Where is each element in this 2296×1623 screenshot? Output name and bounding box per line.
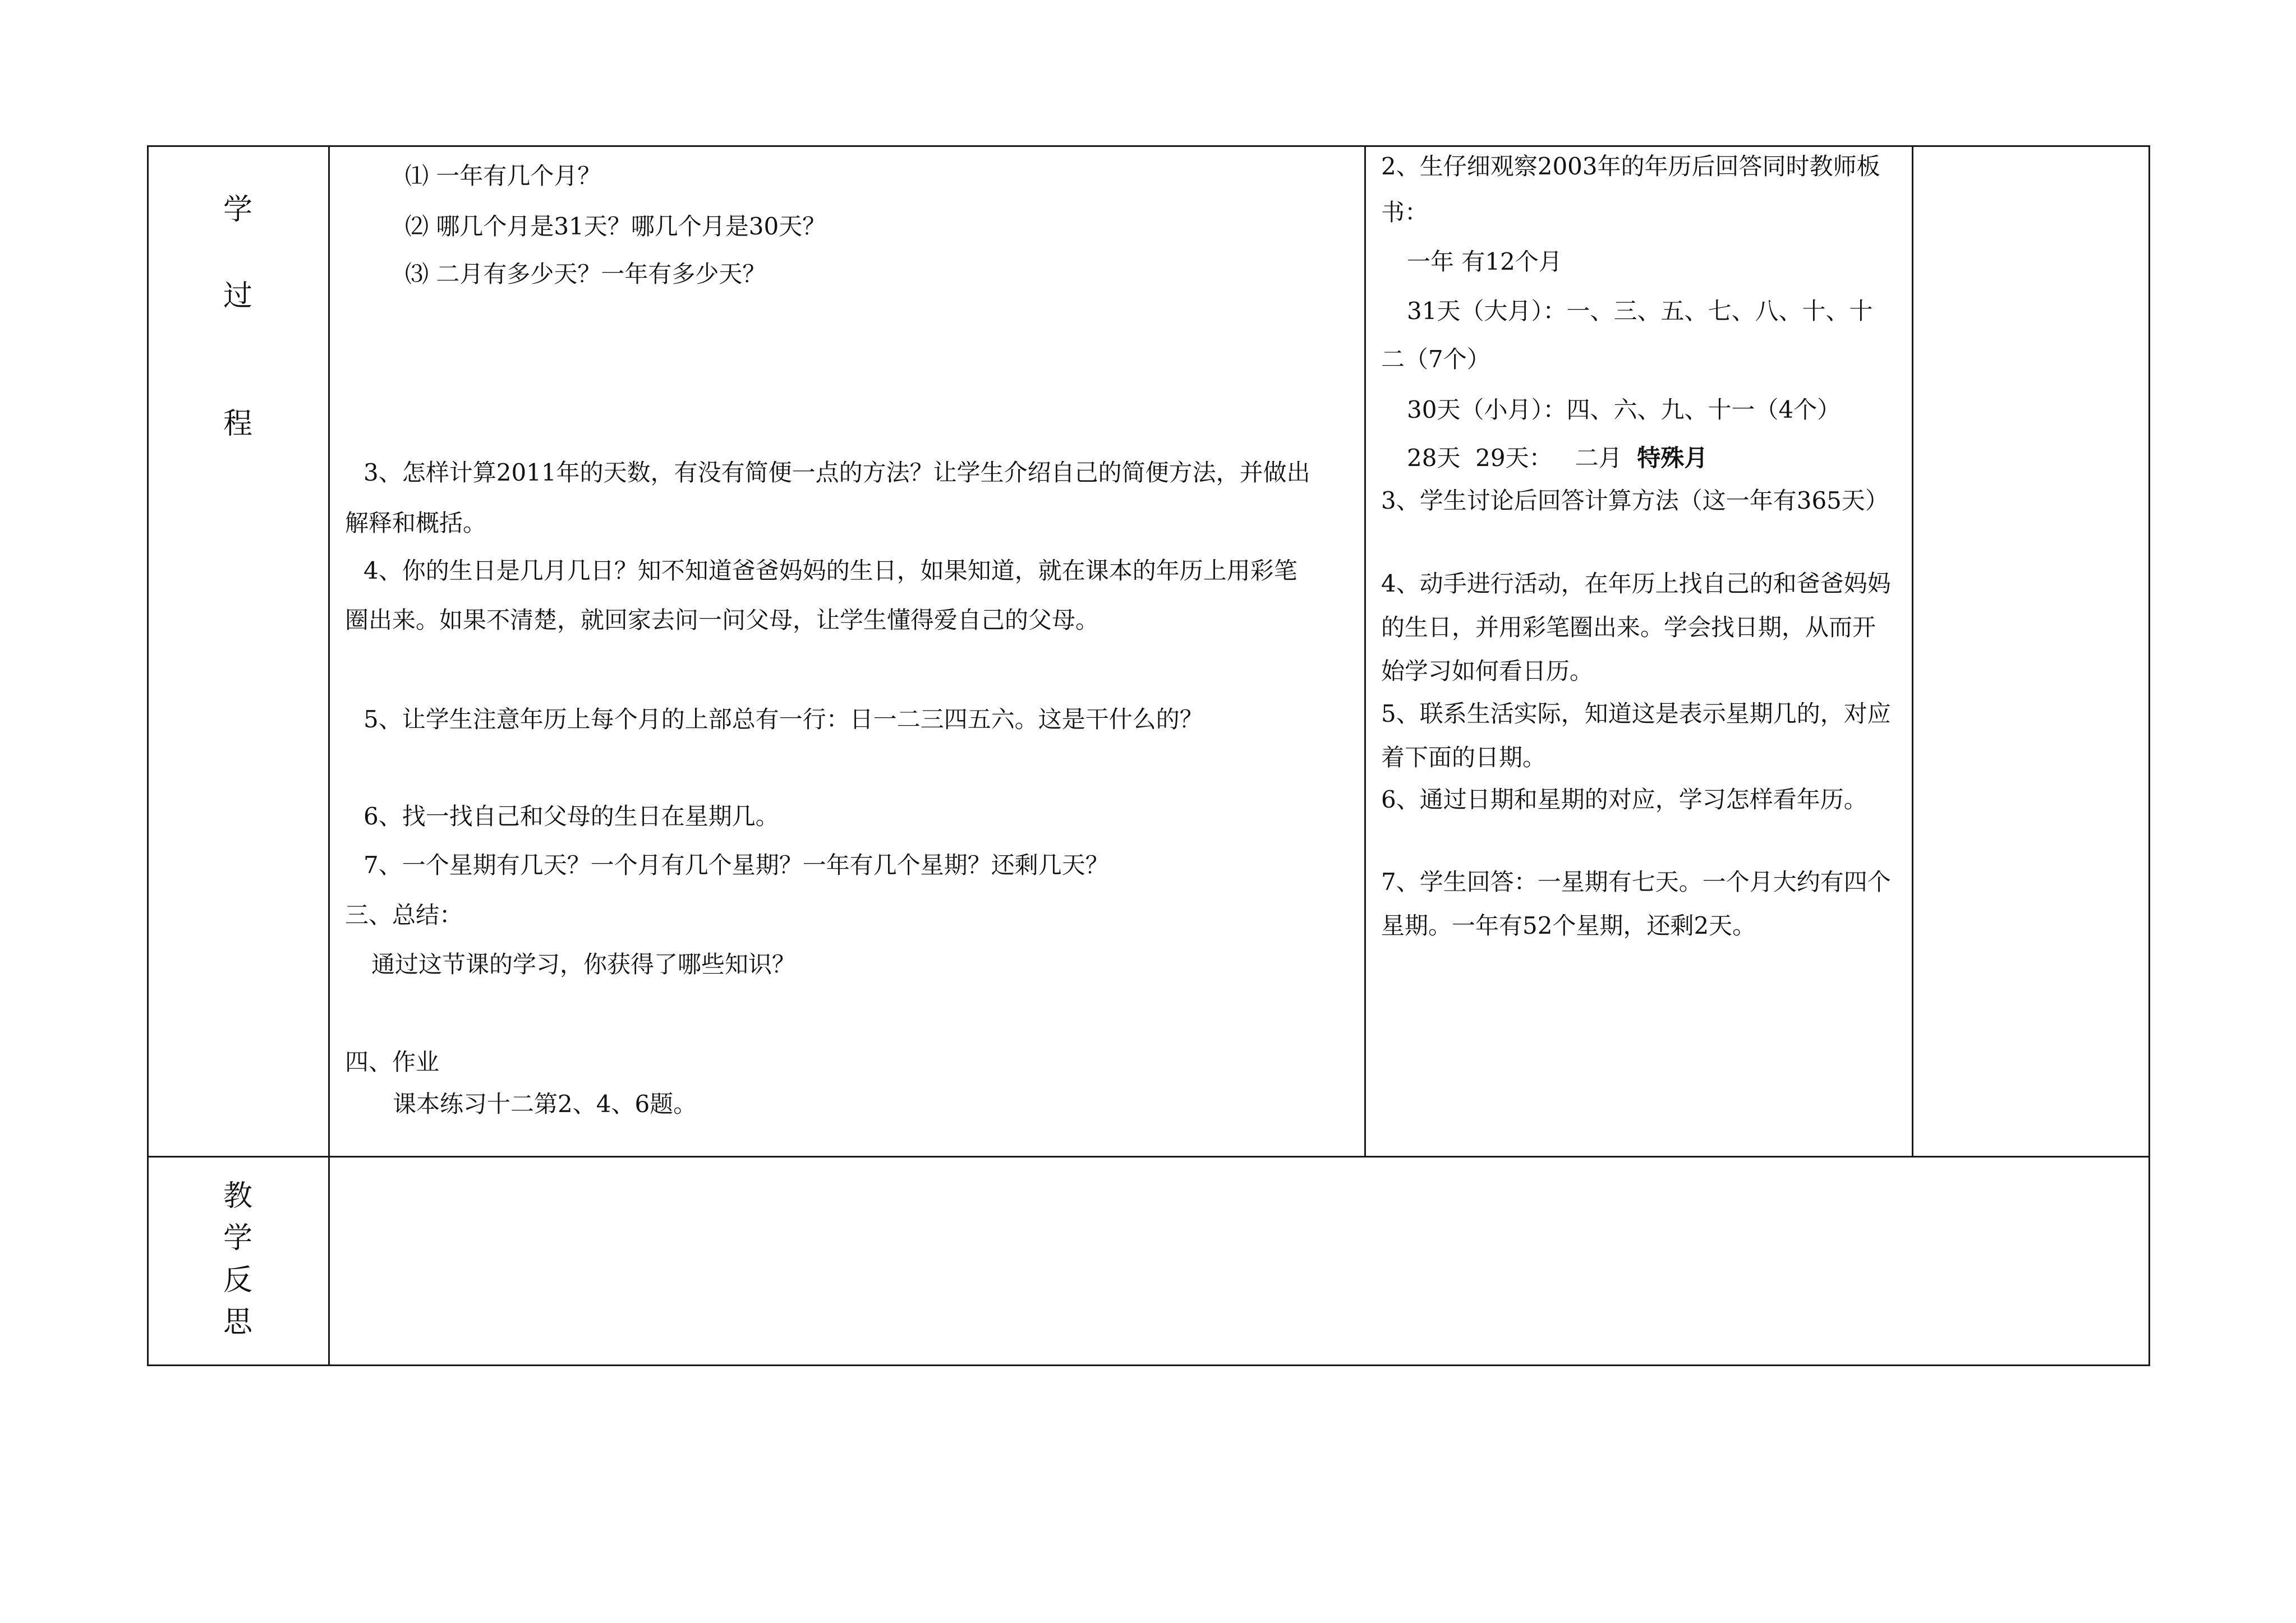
student-5-line-1: 5、联系生活实际，知道这是表示星期几的，对应 (1381, 700, 1891, 727)
student-2-line-1: 2、生仔细观察2003年的年历后回答同时教师板 (1381, 153, 1880, 180)
reflection-label-char-4: 思 (223, 1306, 252, 1339)
step-7: 7、一个星期有几天？一个月有几个星期？一年有几个星期？还剩几天？ (364, 851, 1109, 879)
board-small-months: 30天（小月）：四、六、九、十一（4个） (1407, 396, 1841, 423)
summary-heading: 三、总结： (345, 901, 463, 929)
process-label-char-2: 过 (223, 279, 252, 313)
table-left-border (147, 145, 149, 1366)
question-3: ⑶ 二月有多少天？一年有多少天？ (405, 260, 766, 288)
student-7-line-1: 7、学生回答：一星期有七天。一个月大约有四个 (1381, 868, 1891, 896)
student-5-line-2: 着下面的日期。 (1381, 744, 1547, 771)
reflection-label-char-2: 学 (223, 1221, 252, 1255)
board-special-month (1407, 446, 1708, 470)
board-big-months-1: 31天（大月）：一、三、五、七、八、十、十 (1407, 297, 1873, 325)
student-2-line-2: 书： (1381, 199, 1429, 226)
student-7-line-2: 星期。一年有52个星期，还剩2天。 (1381, 912, 1756, 939)
student-4-line-2: 的生日，并用彩笔圈出来。学会找日期，从而开 (1381, 614, 1876, 641)
step-3-line-2: 解释和概括。 (345, 509, 487, 537)
special-month-label: 特殊月 (1637, 444, 1708, 472)
summary-question: 通过这节课的学习，你获得了哪些知识？ (371, 951, 796, 978)
table-right-border (2148, 145, 2150, 1366)
student-3: 3、学生讨论后回答计算方法（这一年有365天） (1381, 487, 1889, 514)
student-4-line-3: 始学习如何看日历。 (1381, 657, 1594, 685)
student-6: 6、通过日期和星期的对应，学习怎样看年历。 (1381, 786, 1867, 813)
table-top-border (147, 145, 2150, 147)
question-2: ⑵ 哪几个月是31天？哪几个月是30天？ (405, 213, 826, 240)
process-label-char-3: 程 (223, 407, 252, 441)
reflection-label-char-1: 教 (223, 1179, 252, 1213)
special-month-days: 28天 29天： 二月 (1407, 444, 1637, 472)
homework-detail: 课本练习十二第2、4、6题。 (393, 1090, 697, 1118)
process-label-char-1: 学 (223, 193, 252, 227)
question-1: ⑴ 一年有几个月？ (405, 162, 601, 190)
board-big-months-2: 二（7个） (1381, 345, 1490, 373)
step-6: 6、找一找自己和父母的生日在星期几。 (364, 803, 779, 830)
reflection-label-char-3: 反 (223, 1264, 252, 1297)
board-months: 一年 有12个月 (1407, 248, 1562, 275)
table-bottom-border (147, 1364, 2150, 1366)
step-4-line-2: 圈出来。如果不清楚，就回家去问一问父母，让学生懂得爱自己的父母。 (345, 606, 1099, 634)
teacher-column-divider (1364, 145, 1366, 1158)
notes-cell (1913, 147, 2148, 1156)
student-4-line-1: 4、动手进行活动，在年历上找自己的和爸爸妈妈 (1381, 570, 1891, 597)
reflection-content-cell (330, 1158, 2148, 1364)
homework-heading: 四、作业 (345, 1048, 440, 1076)
step-3-line-1: 3、怎样计算2011年的天数，有没有简便一点的方法？让学生介绍自己的简便方法，并做出 (364, 459, 1310, 486)
step-5: 5、让学生注意年历上每个月的上部总有一行：日一二三四五六。这是干什么的？ (364, 706, 1203, 733)
step-4-line-1: 4、你的生日是几月几日？知不知道爸爸妈妈的生日，如果知道，就在课本的年历上用彩笔 (364, 557, 1297, 584)
